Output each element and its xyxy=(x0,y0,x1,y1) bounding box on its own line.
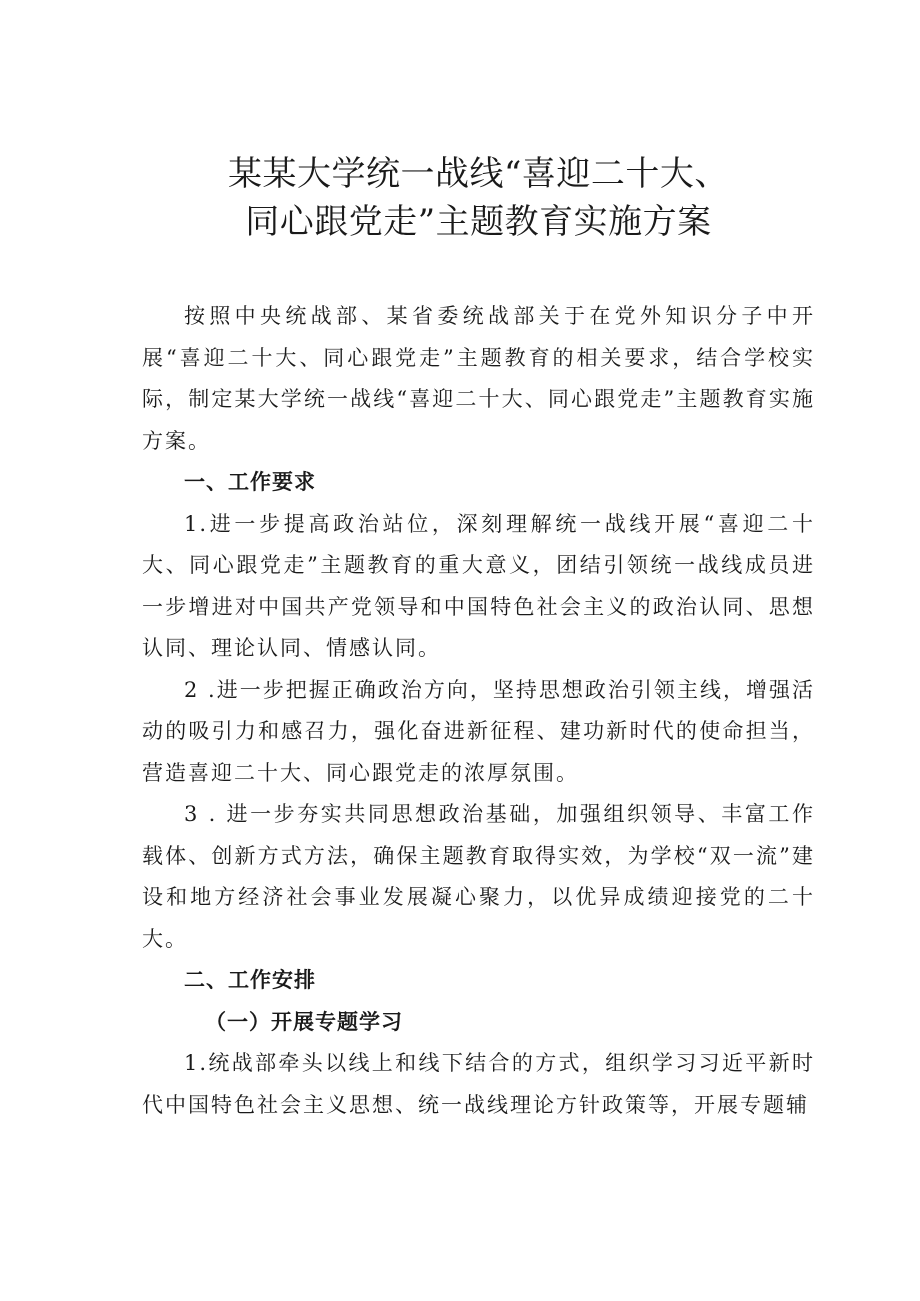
title-line-2: 同心跟党走”主题教育实施方案 xyxy=(245,202,712,242)
section-heading-requirements: 一、工作要求 xyxy=(184,470,316,494)
requirement-item-1: 1.进一步提高政治站位，深刻理解统一战线开展“喜迎二十大、同心跟党走”主题教育的重大意义，团结引领统一战线成员进一步增进对中国共产党领导和中国特色社会主义的政治认同、思想认同、理论认同、情感认同。 xyxy=(142,511,815,660)
document-title xyxy=(142,0,815,246)
intro-paragraph: 按照中央统战部、某省委统战部关于在党外知识分子中开展“喜迎二十大、同心跟党走”主题教育的相关要求，结合学校实际，制定某大学统一战线“喜迎二十大、同心跟党走”主题教育实施方案。 xyxy=(142,304,815,453)
section-heading-arrangements: 二、工作安排 xyxy=(184,968,316,992)
requirement-item-3: 3 . 进一步夯实共同思想政治基础，加强组织领导、丰富工作载体、创新方式方法，确保主题教育取得实效，为学校“双一流”建设和地方经济社会事业发展凝心聚力，以优异成绩迎接党的二十大。 xyxy=(142,802,815,951)
arrangement-item-1: 1.统战部牵头以线上和线下结合的方式，组织学习习近平新时代中国特色社会主义思想、统一战线理论方针政策等，开展专题辅 xyxy=(142,1051,815,1117)
subsection-heading-study: （一）开展专题学习 xyxy=(205,1009,403,1034)
requirement-item-2: 2 .进一步把握正确政治方向，坚持思想政治引领主线，增强活动的吸引力和感召力，强化奋进新征程、建功新时代的使命担当，营造喜迎二十大、同心跟党走的浓厚氛围。 xyxy=(142,677,815,785)
title-line-1: 某某大学统一战线“喜迎二十大、 xyxy=(228,154,729,194)
document-body xyxy=(142,296,815,1126)
